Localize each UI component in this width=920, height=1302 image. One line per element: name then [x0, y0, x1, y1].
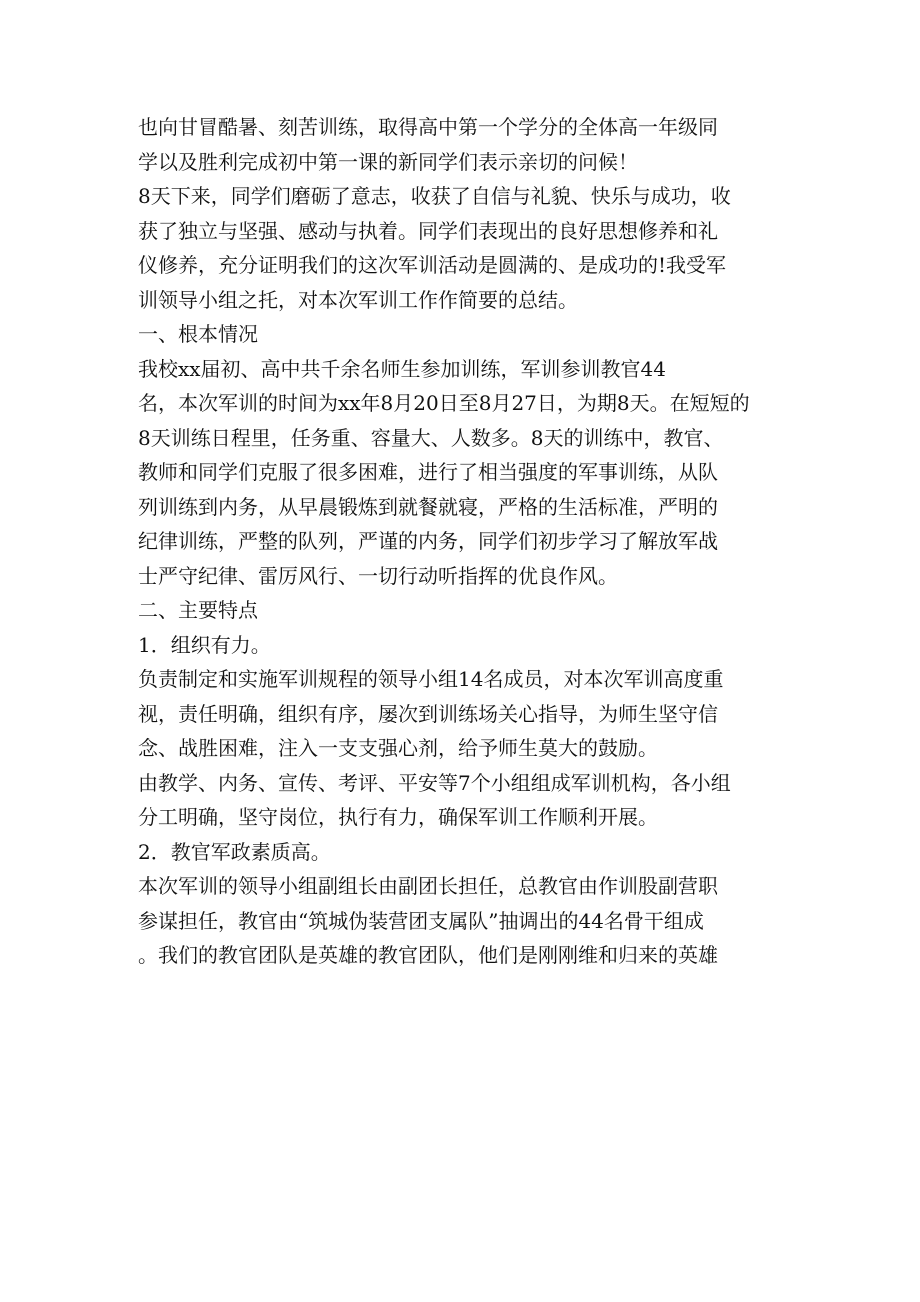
document-body [138, 110, 788, 973]
text-line: 训领导小组之托，对本次军训工作作简要的总结。 [138, 287, 578, 312]
section-heading: 二、主要特点 [138, 598, 258, 622]
text-line: 仪修养，充分证明我们的这次军训活动是圆满的、是成功的!我受军 [138, 253, 727, 277]
section-heading: 一、根本情况 [138, 322, 258, 346]
text-line: 由教学、内务、宣传、考评、平安等7个小组组成军训机构，各小组 [138, 770, 731, 795]
text-line: 8天下来，同学们磨砺了意志，收获了自信与礼貌、快乐与成功，收 [138, 184, 731, 208]
text-line: 名，本次军训的时间为xx年8月20日至8月27日，为期8天。在短短的 [138, 391, 750, 415]
text-line: 本次军训的领导小组副组长由副团长担任，总教官由作训股副营职 [138, 874, 718, 898]
text-line: 学以及胜利完成初中第一课的新同学们表示亲切的问候！ [138, 149, 638, 174]
text-line: 8天训练日程里，任务重、容量大、人数多。8天的训练中，教官、 [138, 425, 724, 450]
text-line: 。我们的教官团队是英雄的教官团队，他们是刚刚维和归来的英雄 [138, 943, 718, 967]
text-line: 教师和同学们克服了很多困难，进行了相当强度的军事训练，从队 [138, 460, 718, 484]
subsection-heading: 2．教官军政素质高。 [138, 839, 331, 864]
text-line: 也向甘冒酷暑、刻苦训练，取得高中第一个学分的全体高一年级同 [138, 115, 718, 139]
text-line: 士严守纪律、雷厉风行、一切行动听指挥的优良作风。 [138, 563, 618, 588]
text-line: 念、战胜困难，注入一支支强心剂，给予师生莫大的鼓励。 [138, 736, 658, 760]
text-line: 获了独立与坚强、感动与执着。同学们表现出的良好思想修养和礼 [138, 218, 718, 243]
text-line: 视，责任明确，组织有序，屡次到训练场关心指导，为师生坚守信 [138, 701, 718, 726]
text-line: 纪律训练，严整的队列，严谨的内务，同学们初步学习了解放军战 [138, 529, 718, 553]
text-line: 我校xx届初、高中共千余名师生参加训练，军训参训教官44 [138, 356, 667, 381]
text-line: 负责制定和实施军训规程的领导小组14名成员，对本次军训高度重 [138, 667, 724, 691]
text-line: 分工明确，坚守岗位，执行有力，确保军训工作顺利开展。 [138, 805, 658, 829]
subsection-heading: 1．组织有力。 [138, 632, 271, 657]
text-line: 列训练到内务，从早晨锻炼到就餐就寝，严格的生活标准，严明的 [138, 494, 718, 519]
text-line: 参谋担任，教官由“筑城伪装营团支属队”抽调出的44名骨干组成 [138, 908, 704, 933]
